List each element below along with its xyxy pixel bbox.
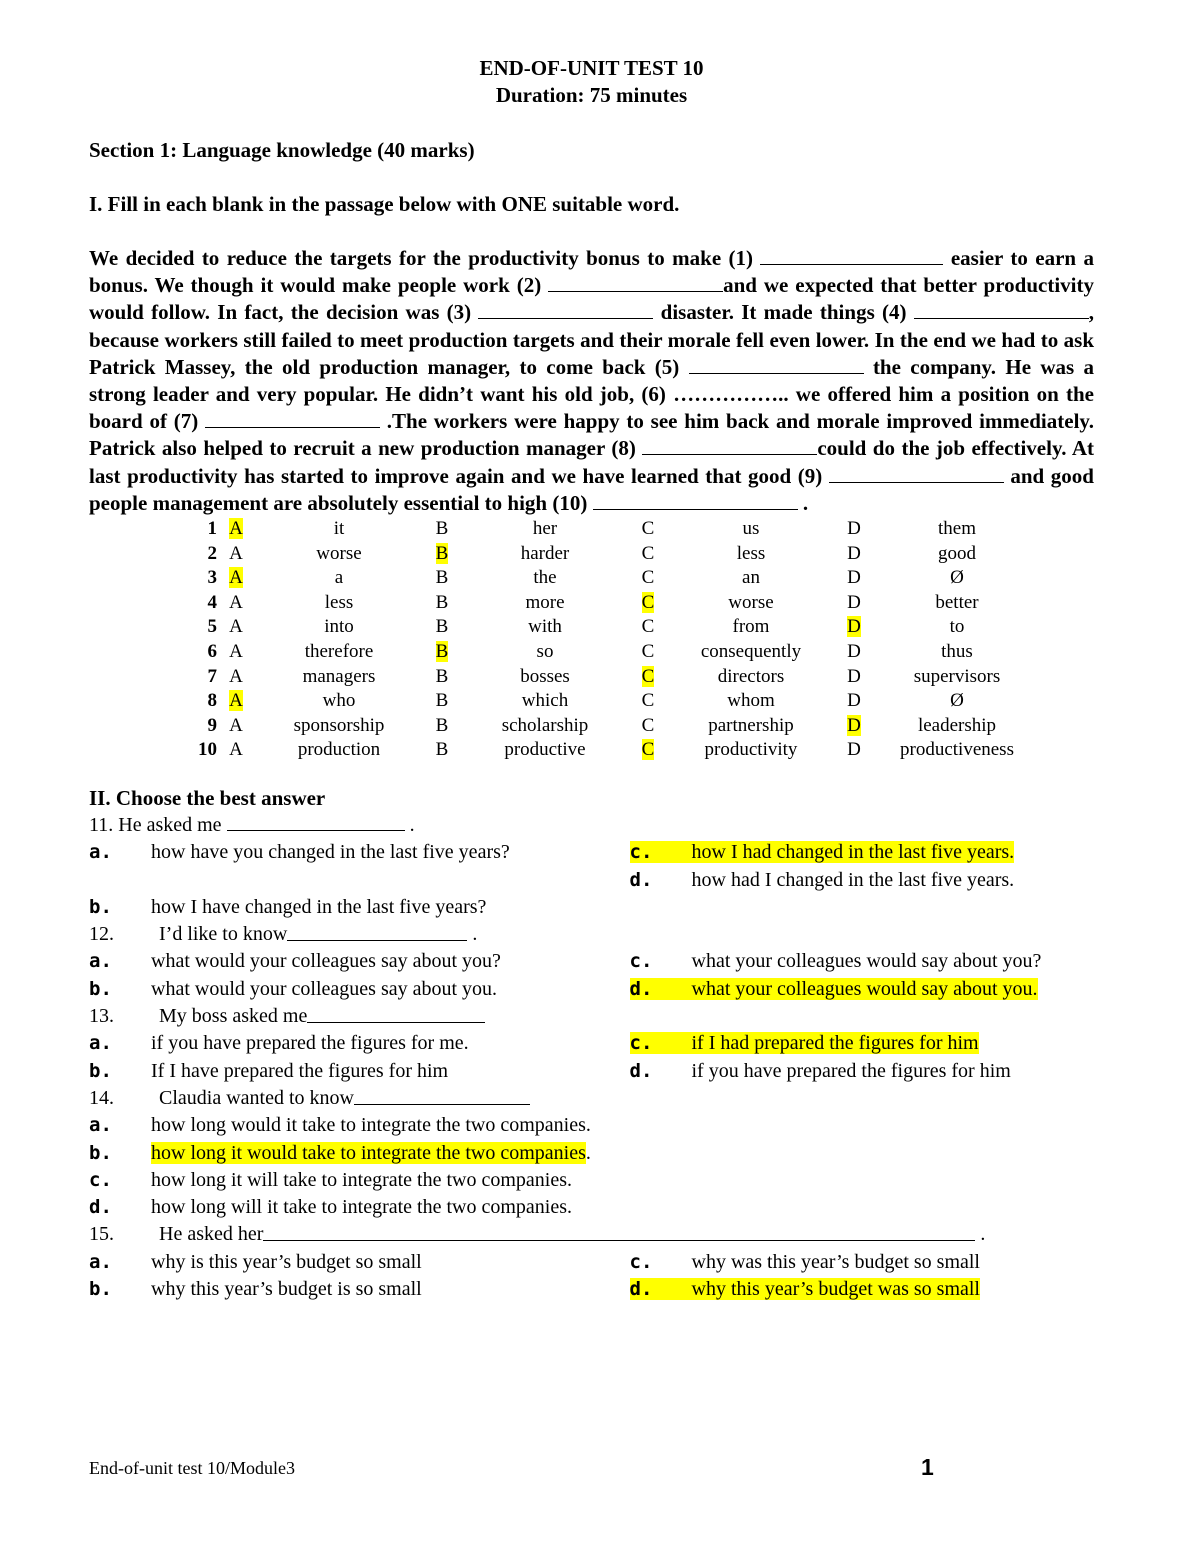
cloze-passage [89,245,1094,517]
choice-row [177,615,1041,640]
choice-row [177,566,1041,591]
question-number: 15. [89,1223,114,1246]
option-b[interactable] [89,1058,554,1085]
option-letter-cell [629,615,667,640]
option-letter-c[interactable]: C [641,641,655,662]
answer-blank[interactable] [263,1221,975,1241]
option-label: c. [629,950,653,973]
option-word-c: productivity [704,739,798,761]
choice-number: 1 [207,518,217,540]
choice-number: 3 [207,567,217,589]
option-letter-cell [423,517,461,542]
option-letter-cell [423,714,461,739]
option-letter-b[interactable]: B [435,739,449,761]
option-letter-b[interactable]: B [435,567,449,589]
blank-4[interactable] [914,300,1089,319]
option-b[interactable] [89,894,1094,921]
choices-table [177,517,1041,763]
option-letter-b[interactable]: B [435,690,449,712]
option-letter-a[interactable]: A [229,567,243,589]
option-word-a: less [324,591,354,613]
period: . [409,813,415,836]
option-word-a: it [333,518,345,540]
option-d[interactable] [630,1276,1095,1303]
option-text: If I have prepared the figures for him [151,1059,449,1082]
option-letter-d[interactable]: D [847,518,861,540]
option-letter-cell [217,517,255,542]
choice-number: 10 [198,739,217,761]
option-word-a: therefore [304,641,374,662]
option-letter-cell [835,689,873,714]
option-word-a: into [324,616,354,638]
option-word-a: a [334,567,344,589]
option-letter-d[interactable]: D [847,690,861,712]
option-letter-c[interactable]: C [641,665,655,687]
option-text: what your colleagues would say about you. [691,977,1038,1000]
option-a[interactable] [89,1030,554,1057]
option-word-c: worse [728,591,774,613]
choice-row [177,591,1041,616]
option-label: b. [89,1141,112,1164]
option-letter-cell [629,665,667,690]
option-letter-d[interactable]: D [847,616,861,638]
option-letter-b[interactable]: B [435,714,449,736]
question-stem: My boss asked me [159,1005,308,1028]
option-word-b: productive [504,739,586,761]
option-letter-c[interactable]: C [641,518,655,540]
option-letter-d[interactable]: D [847,591,861,613]
choice-number: 5 [207,616,217,638]
option-label: c. [629,841,653,864]
options-right [630,1030,1095,1085]
option-letter-cell [217,689,255,714]
option-letter-d[interactable]: D [847,542,861,564]
option-letter-cell [835,665,873,690]
option-word-d: leadership [917,714,997,736]
option-letter-d[interactable]: D [847,714,861,736]
option-c[interactable] [630,1249,1095,1276]
test-title: END-OF-UNIT TEST 10 [479,56,704,80]
option-text: why this year’s budget was so small [691,1278,980,1301]
option-word-d: supervisors [913,665,1001,687]
blank-9[interactable] [829,464,1004,483]
option-c[interactable] [630,839,1095,894]
answer-blank[interactable] [287,921,467,941]
option-word-a: sponsorship [293,714,385,736]
passage-text: could do the job effectively. At last productivity has started to improve again and we have learned that good (9) [89,436,1094,488]
option-letter-c[interactable]: C [641,739,655,761]
option-label: b. [89,895,112,918]
option-letter-a[interactable]: A [229,641,243,662]
option-word-b: more [525,591,565,613]
option-letter-b[interactable]: B [435,591,449,613]
option-text: how long it will take to integrate the two companies. [151,1168,573,1191]
option-word-b: the [533,567,557,589]
option-word-c: us [742,518,760,540]
part-1-title: I. Fill in each blank in the passage below with ONE suitable word. [89,192,680,216]
option-letter-cell [629,566,667,591]
option-text: why this year’s budget is so small [151,1278,422,1301]
option-text: what would your colleagues say about you? [151,950,501,973]
option-label: c. [629,1032,653,1055]
option-text: how I had changed in the last five years. [691,841,1015,864]
passage-text: and good people management are absolutely essential to high (10) [89,463,1094,515]
period: . [585,1141,591,1164]
section-1-title: Section 1: Language knowledge (40 marks) [89,138,475,162]
option-a[interactable] [89,839,554,894]
option-letter-cell [629,542,667,567]
option-letter-cell [423,738,461,763]
option-letter-a[interactable]: A [229,714,243,736]
options-left [89,1249,554,1304]
passage-text: easier to earn a bonus. We though it would make people work (2) [89,246,1094,298]
passage-text: and we expected that better productivity would follow. In fact, the decision was (3) [89,273,1094,325]
question-12 [89,921,1094,1003]
blank-5[interactable] [689,355,864,374]
option-letter-cell [423,665,461,690]
option-label: b. [89,977,112,1000]
option-b[interactable] [89,1276,554,1303]
option-label: a. [89,950,112,973]
option-word-b: her [532,518,558,540]
option-label: d. [89,1196,112,1219]
option-label[interactable]: d. [629,868,653,891]
test-duration: Duration: 75 minutes [495,83,688,107]
option-text: if you have prepared the figures for him [691,1059,1011,1082]
option-letter-d[interactable]: D [847,665,861,687]
option-letter-c[interactable]: C [641,591,655,613]
option-text: how have you changed in the last five years? [151,841,510,864]
option-letter-c[interactable]: C [641,714,655,736]
blank-3[interactable] [478,300,653,319]
question-11 [89,811,1094,921]
option-letter-cell [217,640,255,665]
question-stem: Claudia wanted to know [159,1086,354,1109]
page-number: 1 [921,1454,934,1480]
option-word-b: which [521,690,569,712]
option-letter-b[interactable]: B [435,665,449,687]
option-text: why is this year’s budget so small [151,1250,422,1273]
option-letter-cell [423,542,461,567]
option-word-d: Ø [950,567,964,589]
option-label: c. [629,1250,653,1273]
option-d[interactable] [89,1194,1094,1221]
option-label: a. [89,1032,112,1055]
passage-text: disaster. It made things (4) [653,300,914,325]
option-letter-cell [217,542,255,567]
choice-number: 8 [207,690,217,712]
option-letter-cell [835,615,873,640]
option-text: how long it would take to integrate the two companies [151,1141,586,1164]
option-word-d: Ø [950,690,964,712]
option-letter-a[interactable]: A [229,591,243,613]
option-word-d: better [935,591,979,613]
blank-2[interactable] [548,273,723,292]
option-a[interactable] [89,1249,554,1276]
option-d[interactable] [630,976,1095,1003]
answer-blank[interactable] [227,811,405,831]
option-word-c: directors [717,665,785,687]
option-letter-cell [835,542,873,567]
option-word-c: consequently [700,641,802,662]
option-word-a: managers [302,665,376,687]
blank-10[interactable] [593,491,798,510]
passage-text: We decided to reduce the targets for the productivity bonus to make (1) [89,246,761,270]
option-text: how long would it take to integrate the two companies. [151,1114,591,1137]
question-13 [89,1003,1094,1085]
option-letter-cell [217,591,255,616]
question-stem: I’d like to know [159,923,288,946]
option-letter-cell [217,665,255,690]
option-letter-b[interactable]: B [435,518,449,540]
option-letter-c[interactable]: C [641,690,655,712]
option-word-c: less [736,542,766,564]
option-letter-c[interactable]: C [641,567,655,589]
passage-text: the company. He was a strong leader and very popular. He didn’t want his old job, (6) …………….. we offered him a position on the board of (7) [89,354,1095,434]
option-letter-cell [835,714,873,739]
option-letter-a[interactable]: A [229,518,243,540]
choice-row [177,517,1041,542]
option-word-a: production [297,739,381,761]
option-letter-cell [423,591,461,616]
option-word-b: bosses [520,665,570,687]
option-letter-cell [835,738,873,763]
option-letter-d[interactable]: D [847,641,861,662]
option-text: how long will it take to integrate the two companies. [151,1196,573,1219]
choice-row [177,665,1041,690]
option-letter-cell [217,738,255,763]
option-label: d. [629,1059,653,1082]
option-letter-cell [835,566,873,591]
option-a[interactable] [89,1112,1094,1139]
option-letter-cell [423,689,461,714]
option-b[interactable] [89,1140,1094,1167]
answer-blank[interactable] [354,1085,530,1105]
options-right [630,1249,1095,1304]
option-label: c. [89,1168,112,1191]
option-letter-cell [423,566,461,591]
choice-number: 6 [207,641,217,662]
option-text: why was this year’s budget so small [691,1250,980,1273]
option-letter-cell [217,566,255,591]
option-text: if you have prepared the figures for me. [151,1032,469,1055]
question-number: 13. [89,1005,114,1028]
option-label: a. [89,1114,112,1137]
choice-number: 2 [207,542,217,564]
option-word-c: an [742,567,760,589]
option-letter-cell [629,689,667,714]
option-text: how I have changed in the last five years? [151,895,487,918]
option-label: d. [629,977,653,1000]
option-text: what would your colleagues say about you. [151,977,498,1000]
option-label: d. [629,1278,653,1301]
options-left [89,948,554,1003]
option-word-d: them [938,518,976,540]
option-c[interactable] [89,1167,1094,1194]
option-word-d: thus [941,641,973,662]
choice-number: 9 [207,714,217,736]
option-letter-cell [629,591,667,616]
option-word-b: so [536,641,554,662]
footer-text: End-of-unit test 10/Module3 [89,1458,295,1478]
option-letter-cell [629,640,667,665]
option-letter-a[interactable]: A [229,690,243,712]
choice-row [177,689,1041,714]
option-letter-cell [835,640,873,665]
choice-row [177,640,1041,665]
option-word-a: who [322,690,356,712]
option-letter-a[interactable]: A [229,542,243,564]
option-label: b. [89,1059,112,1082]
options-left [89,1030,554,1085]
option-letter-a[interactable]: A [229,616,243,638]
option-label: b. [89,1278,112,1301]
option-letter-cell [217,714,255,739]
option-letter-b[interactable]: B [435,616,449,638]
choice-row [177,542,1041,567]
blank-7[interactable] [205,409,380,428]
choice-row [177,738,1041,763]
option-letter-b[interactable]: B [435,641,449,662]
option-letter-cell [217,615,255,640]
question-15 [89,1221,1094,1303]
option-c[interactable] [630,1030,1095,1057]
option-word-c: whom [727,690,775,712]
multiple-choice-section [89,785,1094,1303]
option-letter-a[interactable]: A [229,665,243,687]
option-letter-c[interactable]: C [641,542,655,564]
option-letter-cell [423,640,461,665]
option-word-c: from [732,616,770,638]
option-d[interactable] [630,1058,1095,1085]
option-letter-cell [629,714,667,739]
option-letter-c[interactable]: C [641,616,655,638]
option-letter-d[interactable]: D [847,567,861,589]
option-letter-b[interactable]: B [435,542,449,564]
test-page [89,55,1094,1303]
period: . [980,1223,986,1246]
option-word-d: good [938,542,976,564]
question-14 [89,1085,1094,1221]
question-stem: 11. He asked me [89,813,227,836]
option-text: if I had prepared the figures for him [691,1032,979,1055]
option-b[interactable] [89,976,554,1003]
options-right [630,948,1095,1003]
option-label: a. [89,841,112,864]
passage-text: , because workers still failed to meet production targets and their morale fell even lower. In the end we had to ask Patrick Massey, the old production manager, to come back (5) [89,300,1094,379]
option-d-text: how had I changed in the last five years. [691,868,1015,891]
blank-8[interactable] [642,436,817,455]
option-letter-cell [629,738,667,763]
period: . [472,923,478,946]
choice-number: 4 [207,591,217,613]
option-letter-cell [629,517,667,542]
option-text: what your colleagues would say about you? [691,950,1042,973]
passage-text: .The workers were happy to see him back and morale improved immediately. Patrick also helped to recruit a new production manager (8) [89,409,1094,461]
option-word-b: with [528,616,562,638]
option-word-c: partnership [708,714,794,736]
option-letter-cell [835,517,873,542]
option-word-d: productiveness [900,739,1014,761]
option-word-a: worse [316,542,362,564]
question-number: 12. [89,923,114,946]
passage-text: . [797,490,809,515]
question-number: 14. [89,1086,114,1109]
option-word-b: harder [520,542,570,564]
option-word-b: scholarship [501,714,589,736]
option-letter-d[interactable]: D [847,739,861,761]
question-stem: He asked her [159,1223,264,1246]
option-letter-cell [835,591,873,616]
choice-number: 7 [207,665,217,687]
answer-blank[interactable] [307,1003,485,1023]
part-2-title: II. Choose the best answer [89,785,326,810]
option-letter-cell [423,615,461,640]
option-label: a. [89,1250,112,1273]
option-word-d: to [949,616,965,638]
blank-1[interactable] [760,246,943,265]
option-a[interactable] [89,948,554,975]
option-letter-a[interactable]: A [229,739,243,761]
option-c[interactable] [630,948,1095,975]
choice-row [177,714,1041,739]
